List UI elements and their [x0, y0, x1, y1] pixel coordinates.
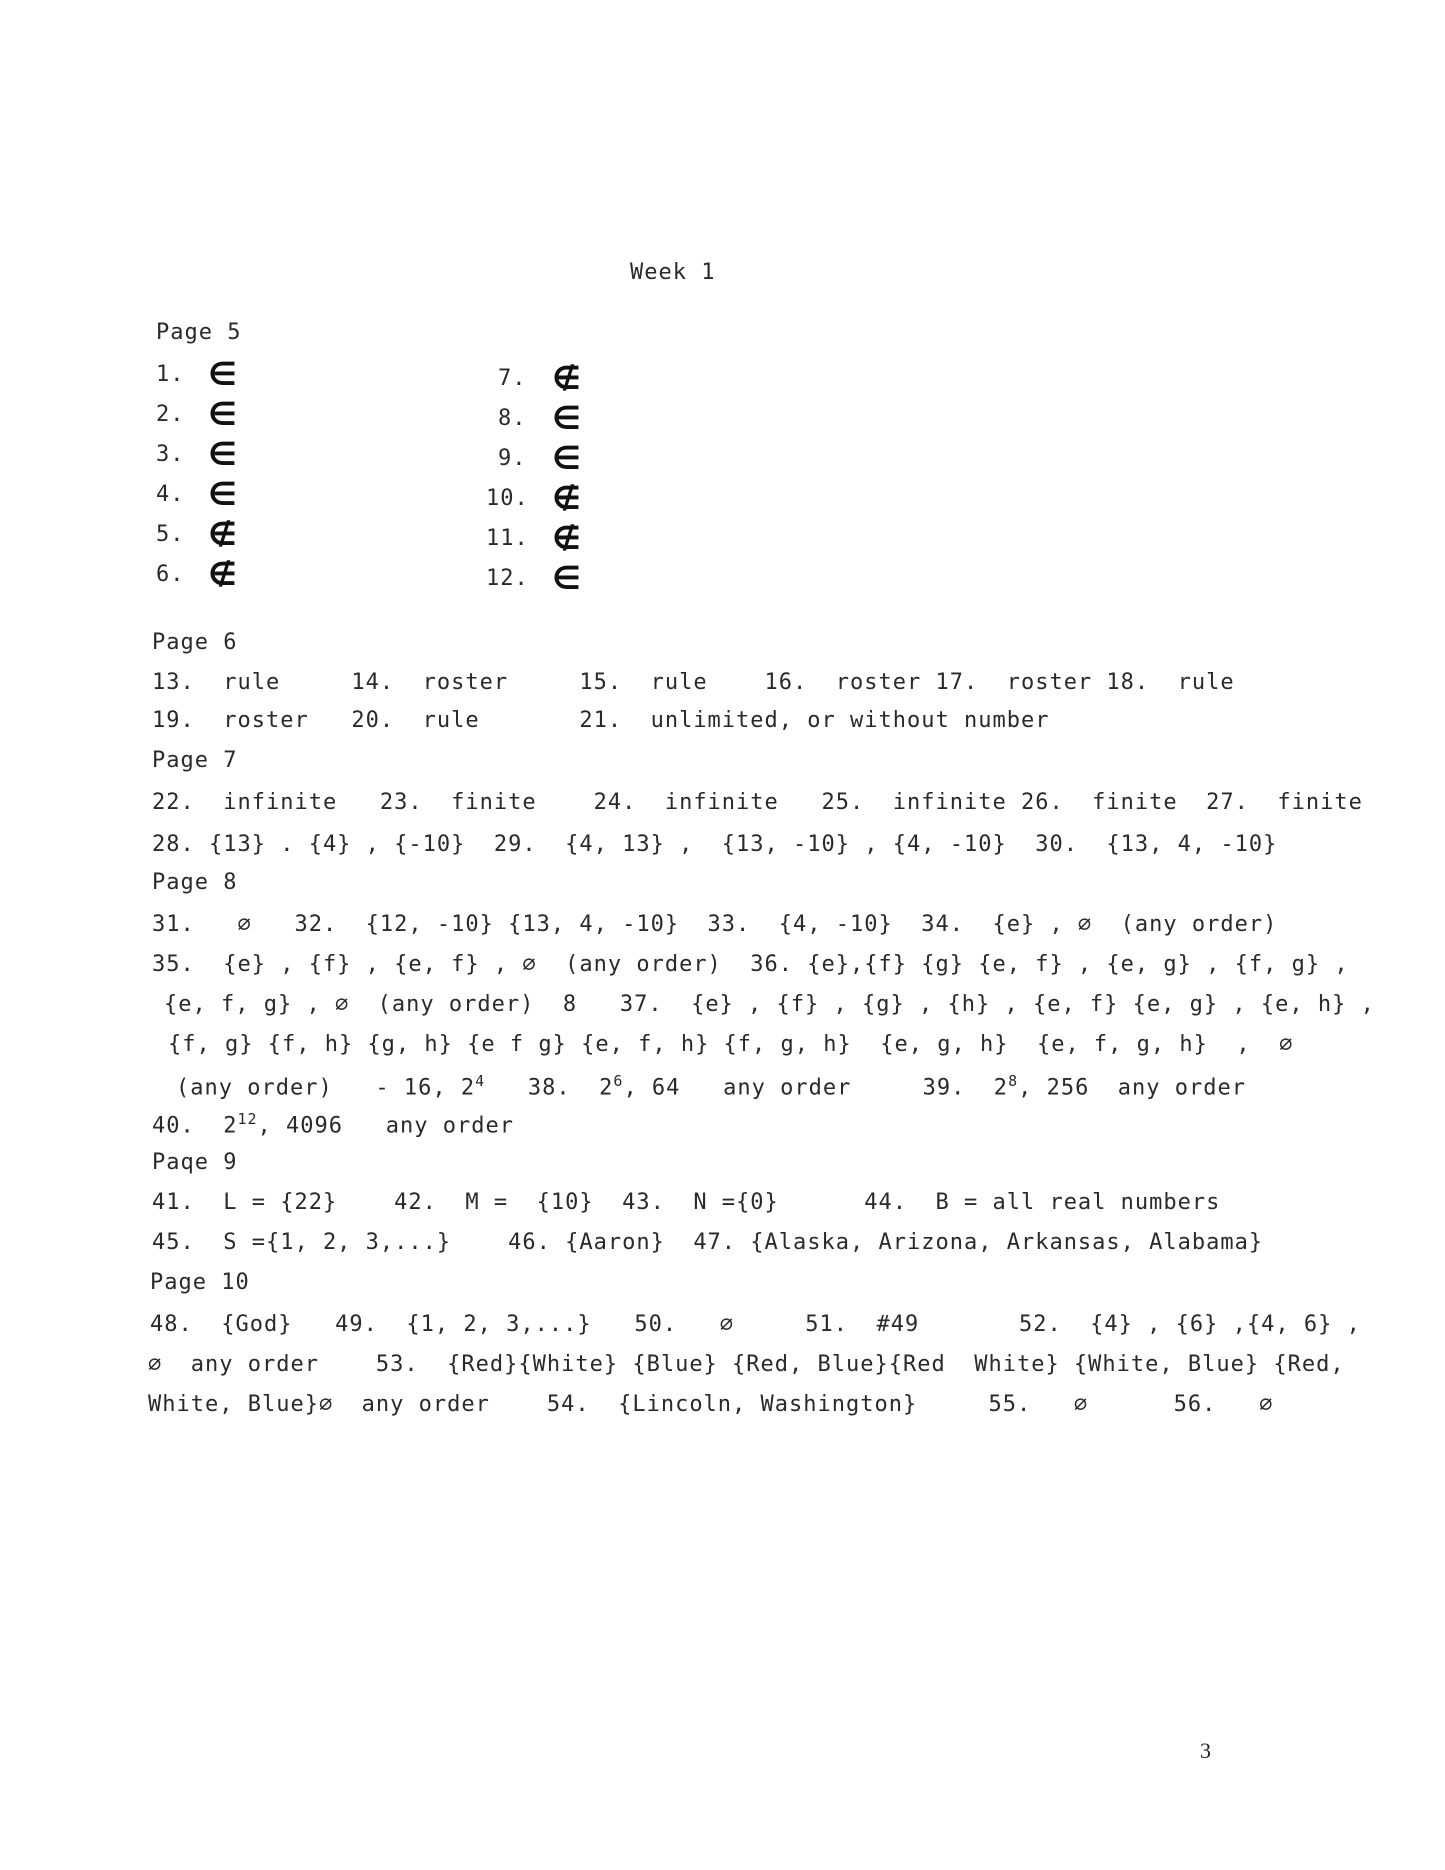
section-heading: Page 8 [152, 870, 238, 895]
answer-line: 13. rule 14. roster 15. rule 16. roster 17. roster 18. rule [152, 670, 1235, 695]
not-element-of-icon: ∉ [552, 519, 581, 557]
answer-number: 3. [156, 442, 185, 467]
answer-line: White, Blue}∅ any order 54. {Lincoln, Washington} 55. ∅ 56. ∅ [148, 1392, 1274, 1417]
not-element-of-icon: ∉ [552, 479, 581, 517]
answer-number: 5. [156, 522, 185, 547]
answer-line: 41. L = {22} 42. M = {10} 43. N ={0} 44. B = all real numbers [152, 1190, 1221, 1215]
element-of-icon: ∈ [552, 439, 581, 477]
answer-number: 7. [498, 366, 527, 391]
element-of-icon: ∈ [208, 355, 237, 393]
element-of-icon: ∈ [552, 399, 581, 437]
page-number: 3 [1200, 1738, 1211, 1763]
answer-line: (any order) - 16, $2^4$ 38. $2^6$, 64 any order 39. $2^8$, 256 any order [176, 1072, 1247, 1101]
page-title: Week 1 [630, 260, 716, 285]
section-heading: Page 6 [152, 630, 238, 655]
not-element-of-icon: ∉ [208, 555, 237, 593]
element-of-icon: ∈ [208, 395, 237, 433]
answer-line: 22. infinite 23. finite 24. infinite 25. infinite 26. finite 27. finite [152, 790, 1363, 815]
answer-number: 11. [486, 526, 529, 551]
not-element-of-icon: ∉ [552, 359, 581, 397]
answer-line: ∅ any order 53. {Red}{White} {Blue} {Red, Blue}{Red White} {White, Blue} {Red, [148, 1352, 1345, 1377]
answer-line: 48. {God} 49. {1, 2, 3,...} 50. ∅ 51. #49 52. {4} , {6} ,{4, 6} , [150, 1312, 1361, 1337]
section-heading: Paqe 9 [152, 1150, 238, 1175]
answer-number: 4. [156, 482, 185, 507]
answer-line: 19. roster 20. rule 21. unlimited, or without number [152, 708, 1050, 733]
section-heading: Page 10 [150, 1270, 250, 1295]
answer-line: {e, f, g} , ∅ (any order) 8 37. {e} , {f} , {g} , {h} , {e, f} {e, g} , {e, h} , [164, 992, 1375, 1017]
answer-line: 45. S ={1, 2, 3,...} 46. {Aaron} 47. {Alaska, Arizona, Arkansas, Alabama} [152, 1230, 1264, 1255]
answer-number: 12. [486, 566, 529, 591]
answer-line: 40. $2^{12}$, 4096 any order [152, 1110, 514, 1139]
answer-line: 35. {e} , {f} , {e, f} , ∅ (any order) 36. {e},{f} {g} {e, f} , {e, g} , {f, g} , [152, 952, 1349, 977]
answer-number: 9. [498, 446, 527, 471]
element-of-icon: ∈ [208, 475, 237, 513]
element-of-icon: ∈ [208, 435, 237, 473]
answer-number: 2. [156, 402, 185, 427]
section-heading: Page 7 [152, 748, 238, 773]
answer-line: 31. ∅ 32. {12, -10} {13, 4, -10} 33. {4, -10} 34. {e} , ∅ (any order) [152, 912, 1278, 937]
answer-number: 6. [156, 562, 185, 587]
not-element-of-icon: ∉ [208, 515, 237, 553]
element-of-icon: ∈ [552, 559, 581, 597]
section-heading: Page 5 [156, 320, 242, 345]
answer-number: 1. [156, 362, 185, 387]
answer-number: 10. [486, 486, 529, 511]
answer-number: 8. [498, 406, 527, 431]
answer-line: {f, g} {f, h} {g, h} {e f g} {e, f, h} {f, g, h} {e, g, h} {e, f, g, h} , ∅ [168, 1032, 1294, 1057]
answer-line: 28. {13} . {4} , {-10} 29. {4, 13} , {13, -10} , {4, -10} 30. {13, 4, -10} [152, 832, 1278, 857]
